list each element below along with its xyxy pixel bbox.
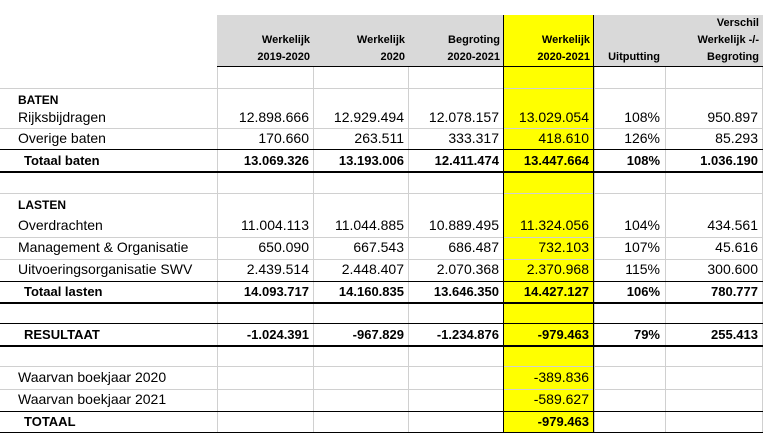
section-title-baten: BATEN [18, 93, 59, 107]
col-header-werkelijk-2020: Werkelijk 2020 [356, 34, 405, 63]
col-header-uitputting: Uitputting [608, 51, 660, 63]
section-title-lasten: LASTEN [18, 198, 66, 212]
col-header-verschil: Verschil Werkelijk -/- Begroting [697, 17, 759, 63]
col-header-begroting-2020-2021: Begroting 2020-2021 [447, 34, 500, 63]
budget-table: Werkelijk 2019-2020 Werkelijk 2020 Begroting 2020-2021 Werkelijk 2020-2021 Uitputting Verschil Werkelijk -/- Begroting BATEN Rijksbijdragen 12.898.666 12.929.494 12.078.157 13.029.054 108% 950.897 Overige baten 170.660 263.511 333.317 418.610 126% 85.293 Totaal baten 13.069.326 13.193.006 12.411.474 13.447.664 108% 1.036.190 LASTEN Overdrachten 11.004.113 11.044.885 10.889.495 11.324.056 104% 434.561 Management & Organisatie 650.090 667.543 686.487 732.103 107% 45.616 Uitvoeringsorganisatie SWV 2.439.514 2.448.407 2.070.368 2.370.968 115% 300.600 Totaal lasten 14.093.717 14.160.835 13.646.350 14.427.127 106% 780.777 RESULTAAT -1.024.391 -967.829 -1.234.876 -979.463 79% 255.413 Waarvan boekjaar 2020 -389.836 Waarvan boekjaar 2021 -589.627 TOTAAL -979.463 [0, 0, 763, 443]
col-header-werkelijk-2019-2020: Werkelijk 2019-2020 [257, 34, 310, 63]
col-header-werkelijk-2020-2021: Werkelijk 2020-2021 [537, 34, 590, 63]
